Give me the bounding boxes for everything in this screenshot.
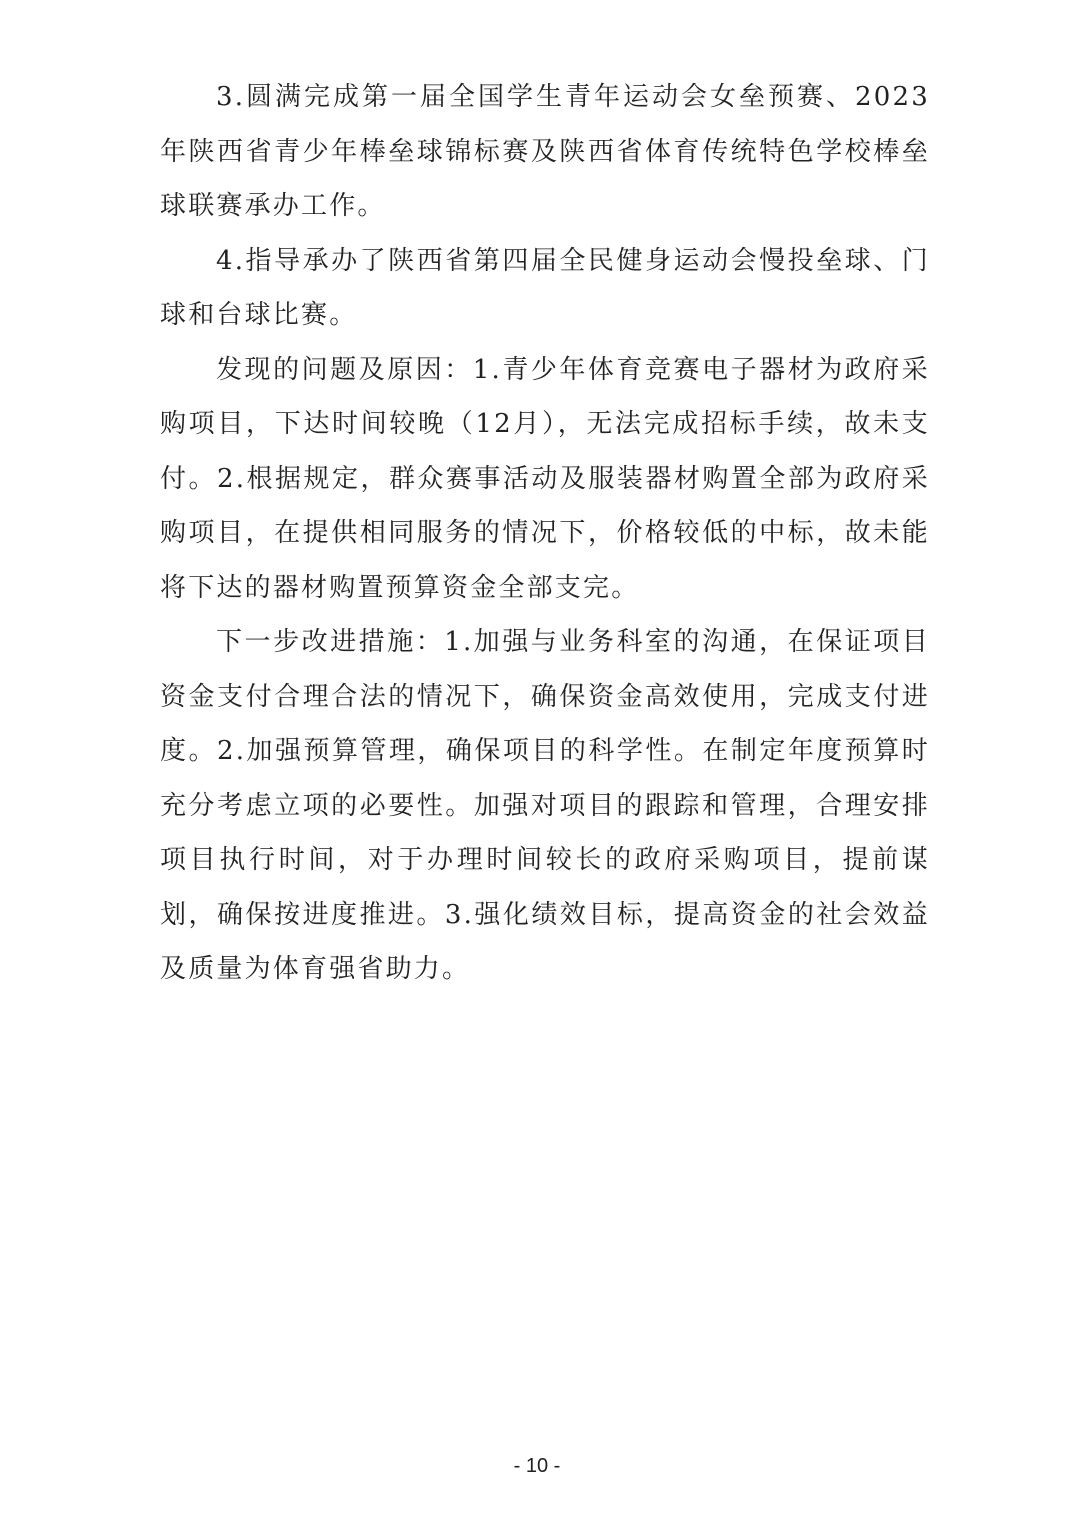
page-number: - 10 - [513, 1455, 561, 1477]
document-body [160, 70, 930, 997]
paragraph-fitness-games: 4.指导承办了陕西省第四届全民健身运动会慢投垒球、门球和台球比赛。 [160, 245, 930, 330]
paragraph-event-hosting: 3.圆满完成第一届全国学生青年运动会女垒预赛、2023年陕西省青少年棒垒球锦标赛及陕西省体育传统特色学校棒垒球联赛承办工作。 [160, 82, 930, 221]
paragraph-problems-causes: 发现的问题及原因：1.青少年体育竞赛电子器材为政府采购项目，下达时间较晚（12月），无法完成招标手续，故未支付。2.根据规定，群众赛事活动及服装器材购置全部为政府采购项目，在提供相同服务的情况下，价格较低的中标，故未能将下达的器材购置预算资金全部支完。 [160, 354, 930, 603]
paragraph-improvement-measures: 下一步改进措施：1.加强与业务科室的沟通，在保证项目资金支付合理合法的情况下，确保资金高效使用，完成支付进度。2.加强预算管理，确保项目的科学性。在制定年度预算时充分考虑立项的必要性。加强对项目的跟踪和管理，合理安排项目执行时间，对于办理时间较长的政府采购项目，提前谋划，确保按进度推进。3.强化绩效目标，提高资金的社会效益及质量为体育强省助力。 [160, 627, 930, 984]
